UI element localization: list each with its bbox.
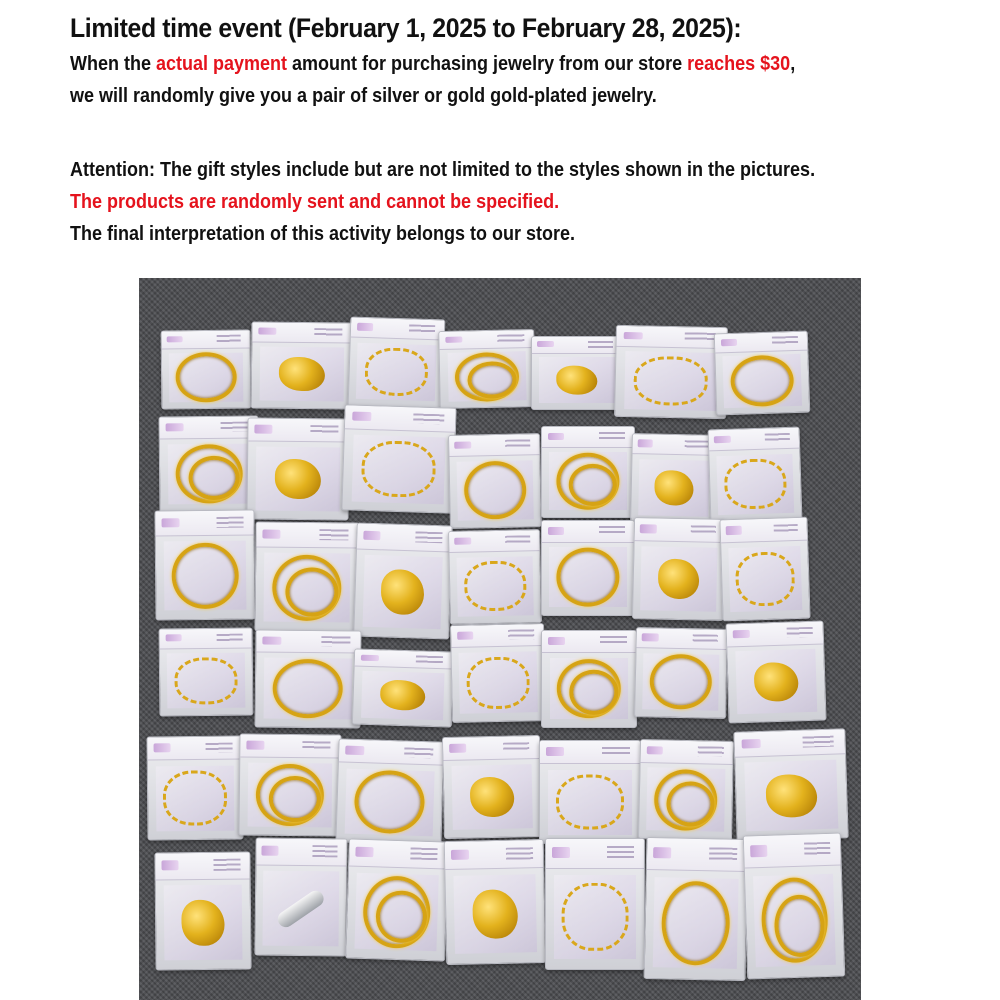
jewelry-packet bbox=[531, 336, 623, 410]
offer-text-c: amount for purchasing jewelry from our store bbox=[287, 53, 688, 75]
jewelry-item bbox=[285, 567, 338, 617]
jewelry-packet bbox=[545, 838, 645, 970]
jewelry-item bbox=[654, 470, 693, 506]
jewelry-item bbox=[272, 658, 343, 719]
offer-text-e: , bbox=[790, 53, 796, 75]
jewelry-packet bbox=[348, 317, 446, 410]
random-notice: The products are randomly sent and cannot be specified. bbox=[70, 191, 560, 213]
jewelry-packet bbox=[541, 630, 637, 728]
jewelry-packet bbox=[539, 740, 641, 844]
jewelry-packet bbox=[158, 415, 259, 513]
jewelry-packet bbox=[644, 837, 749, 981]
event-title: Limited time event (February 1, 2025 to February 28, 2025): bbox=[70, 13, 742, 43]
jewelry-packet bbox=[251, 321, 354, 409]
offer-line-2: we will randomly give you a pair of silver or gold gold-plated jewelry. bbox=[70, 85, 657, 107]
jewelry-packet bbox=[246, 417, 349, 520]
jewelry-packet bbox=[335, 738, 444, 845]
interpretation-line: The final interpretation of this activity belongs to our store. bbox=[70, 223, 576, 245]
jewelry-packet bbox=[444, 839, 547, 965]
jewelry-gift-photo bbox=[139, 278, 861, 1000]
jewelry-item bbox=[556, 775, 624, 830]
jewelry-packet bbox=[733, 728, 848, 841]
jewelry-packet bbox=[353, 523, 453, 640]
jewelry-packet bbox=[154, 509, 255, 620]
jewelry-packet bbox=[352, 648, 454, 727]
jewelry-item bbox=[466, 656, 530, 709]
jewelry-item bbox=[724, 458, 787, 510]
jewelry-packet bbox=[442, 735, 542, 839]
jewelry-packet bbox=[254, 521, 359, 632]
jewelry-item bbox=[364, 347, 429, 397]
jewelry-packet bbox=[541, 520, 635, 616]
jewelry-item bbox=[735, 551, 796, 607]
jewelry-item bbox=[361, 440, 437, 498]
jewelry-packet bbox=[708, 427, 803, 524]
jewelry-packet bbox=[541, 426, 635, 518]
jewelry-packet bbox=[714, 331, 811, 416]
jewelry-item bbox=[269, 776, 321, 823]
jewelry-item bbox=[175, 352, 236, 402]
jewelry-packet bbox=[159, 628, 254, 717]
jewelry-packet bbox=[448, 529, 542, 625]
promo-header bbox=[70, 8, 970, 250]
jewelry-packet bbox=[146, 736, 243, 841]
jewelry-packet bbox=[614, 325, 728, 419]
jewelry-packet bbox=[154, 852, 251, 971]
jewelry-item bbox=[171, 542, 238, 609]
jewelry-packet bbox=[341, 404, 456, 513]
jewelry-item bbox=[649, 653, 712, 710]
jewelry-item bbox=[556, 366, 597, 395]
jewelry-packet bbox=[254, 629, 361, 728]
jewelry-packet bbox=[448, 433, 542, 529]
threshold-highlight: reaches $30 bbox=[687, 53, 791, 75]
jewelry-packet bbox=[450, 623, 546, 723]
jewelry-packet bbox=[161, 330, 252, 410]
offer-text-a: When the bbox=[70, 53, 156, 75]
actual-payment-highlight: actual payment bbox=[155, 53, 288, 75]
jewelry-packet bbox=[438, 329, 536, 409]
jewelry-item bbox=[556, 548, 619, 607]
attention-line: Attention: The gift styles include but are not limited to the styles shown in the pictures. bbox=[70, 159, 816, 181]
jewelry-packet bbox=[725, 620, 826, 723]
jewelry-item bbox=[464, 560, 527, 611]
jewelry-packet bbox=[238, 733, 341, 836]
jewelry-packet bbox=[634, 627, 728, 719]
offer-line-1 bbox=[70, 48, 880, 80]
jewelry-packet bbox=[345, 838, 449, 961]
jewelry-packet bbox=[632, 517, 726, 621]
jewelry-packet bbox=[743, 832, 845, 979]
jewelry-packet bbox=[630, 433, 718, 525]
jewelry-packet bbox=[254, 838, 347, 957]
jewelry-packet bbox=[638, 739, 734, 841]
jewelry-item bbox=[562, 883, 629, 951]
jewelry-item bbox=[174, 657, 238, 705]
jewelry-item bbox=[633, 356, 708, 407]
jewelry-packet bbox=[719, 517, 810, 622]
jewelry-item bbox=[163, 770, 228, 826]
